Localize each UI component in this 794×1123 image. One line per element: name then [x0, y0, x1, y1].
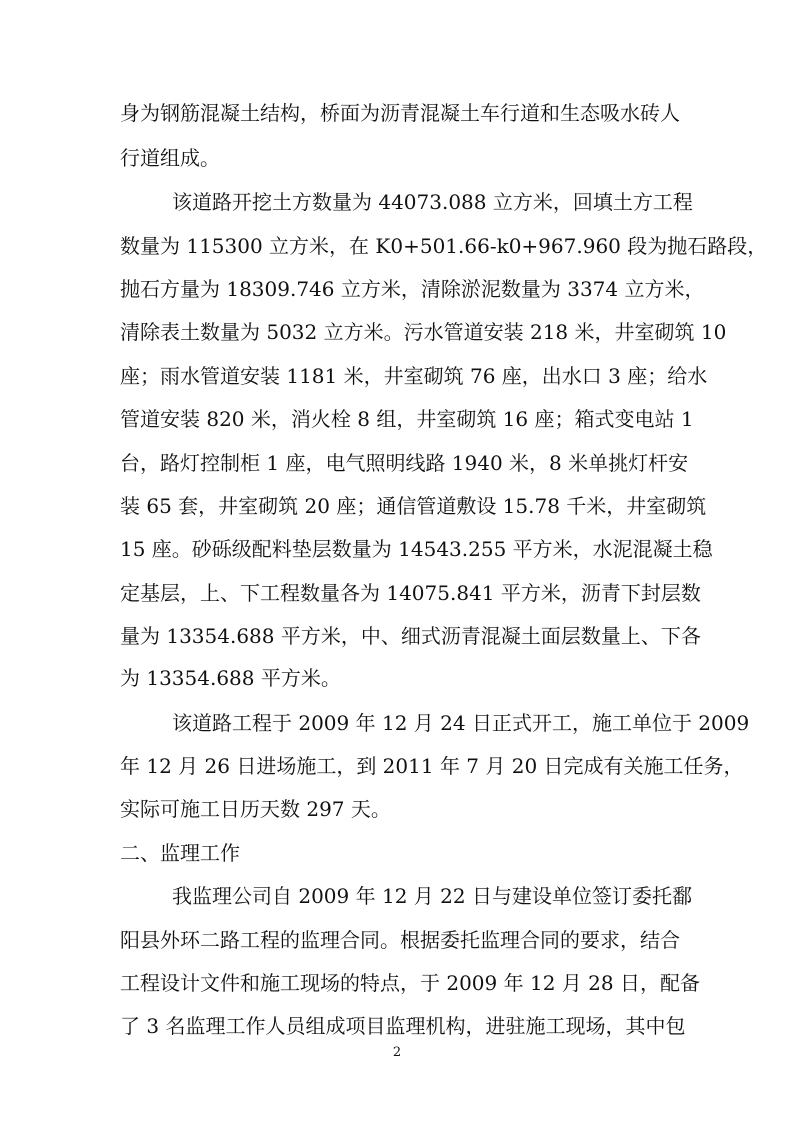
text-line: 行道组成。: [120, 146, 220, 170]
text-line: 座；雨水管道安装 1181 米，井室砌筑 76 座，出水口 3 座；给水: [120, 364, 708, 388]
text-line: 量为 13354.688 平方米，中、细式沥青混凝土面层数量上、下各: [120, 624, 701, 648]
text-line: 了 3 名监理工作人员组成项目监理机构，进驻施工现场，其中包: [120, 1014, 686, 1038]
text-line: 装 65 套，井室砌筑 20 座；通信管道敷设 15.78 千米，井室砌筑: [120, 494, 707, 518]
text-line: 阳县外环二路工程的监理合同。根据委托监理合同的要求，结合: [120, 928, 680, 952]
text-line: 为 13354.688 平方米。: [120, 666, 341, 690]
paragraph-start-line: 该道路开挖土方数量为 44073.088 立方米，回填土方工程: [172, 190, 693, 214]
text-line: 台，路灯控制柜 1 座，电气照明线路 1940 米，8 米单挑灯杆安: [120, 451, 689, 475]
text-line: 清除表土数量为 5032 立方米。污水管道安装 218 米，井室砌筑 10: [120, 320, 727, 344]
text-line: 身为钢筋混凝土结构，桥面为沥青混凝土车行道和生态吸水砖人: [120, 101, 680, 125]
text-line: 工程设计文件和施工现场的特点，于 2009 年 12 月 28 日，配备: [120, 971, 700, 995]
text-line: 定基层，上、下工程数量各为 14075.841 平方米，沥青下封层数: [120, 581, 701, 605]
text-line: 年 12 月 26 日进场施工，到 2011 年 7 月 20 日完成有关施工任务，: [120, 754, 744, 778]
text-line: 数量为 115300 立方米，在 K0+501.66-k0+967.960 段为抛石路段，: [120, 234, 768, 258]
text-line: 15 座。砂砾级配料垫层数量为 14543.255 平方米，水泥混凝土稳: [120, 537, 713, 561]
text-line: 实际可施工日历天数 297 天。: [120, 797, 391, 821]
paragraph-start-line: 我监理公司自 2009 年 12 月 22 日与建设单位签订委托鄱: [172, 884, 692, 908]
page-number: 2: [392, 1045, 402, 1060]
text-line: 抛石方量为 18309.746 立方米，清除淤泥数量为 3374 立方米，: [120, 277, 705, 301]
paragraph-start-line: 该道路工程于 2009 年 12 月 24 日正式开工，施工单位于 2009: [172, 711, 750, 735]
section-heading: 二、监理工作: [120, 841, 240, 865]
text-line: 管道安装 820 米，消火栓 8 组，井室砌筑 16 座；箱式变电站 1: [120, 407, 694, 431]
